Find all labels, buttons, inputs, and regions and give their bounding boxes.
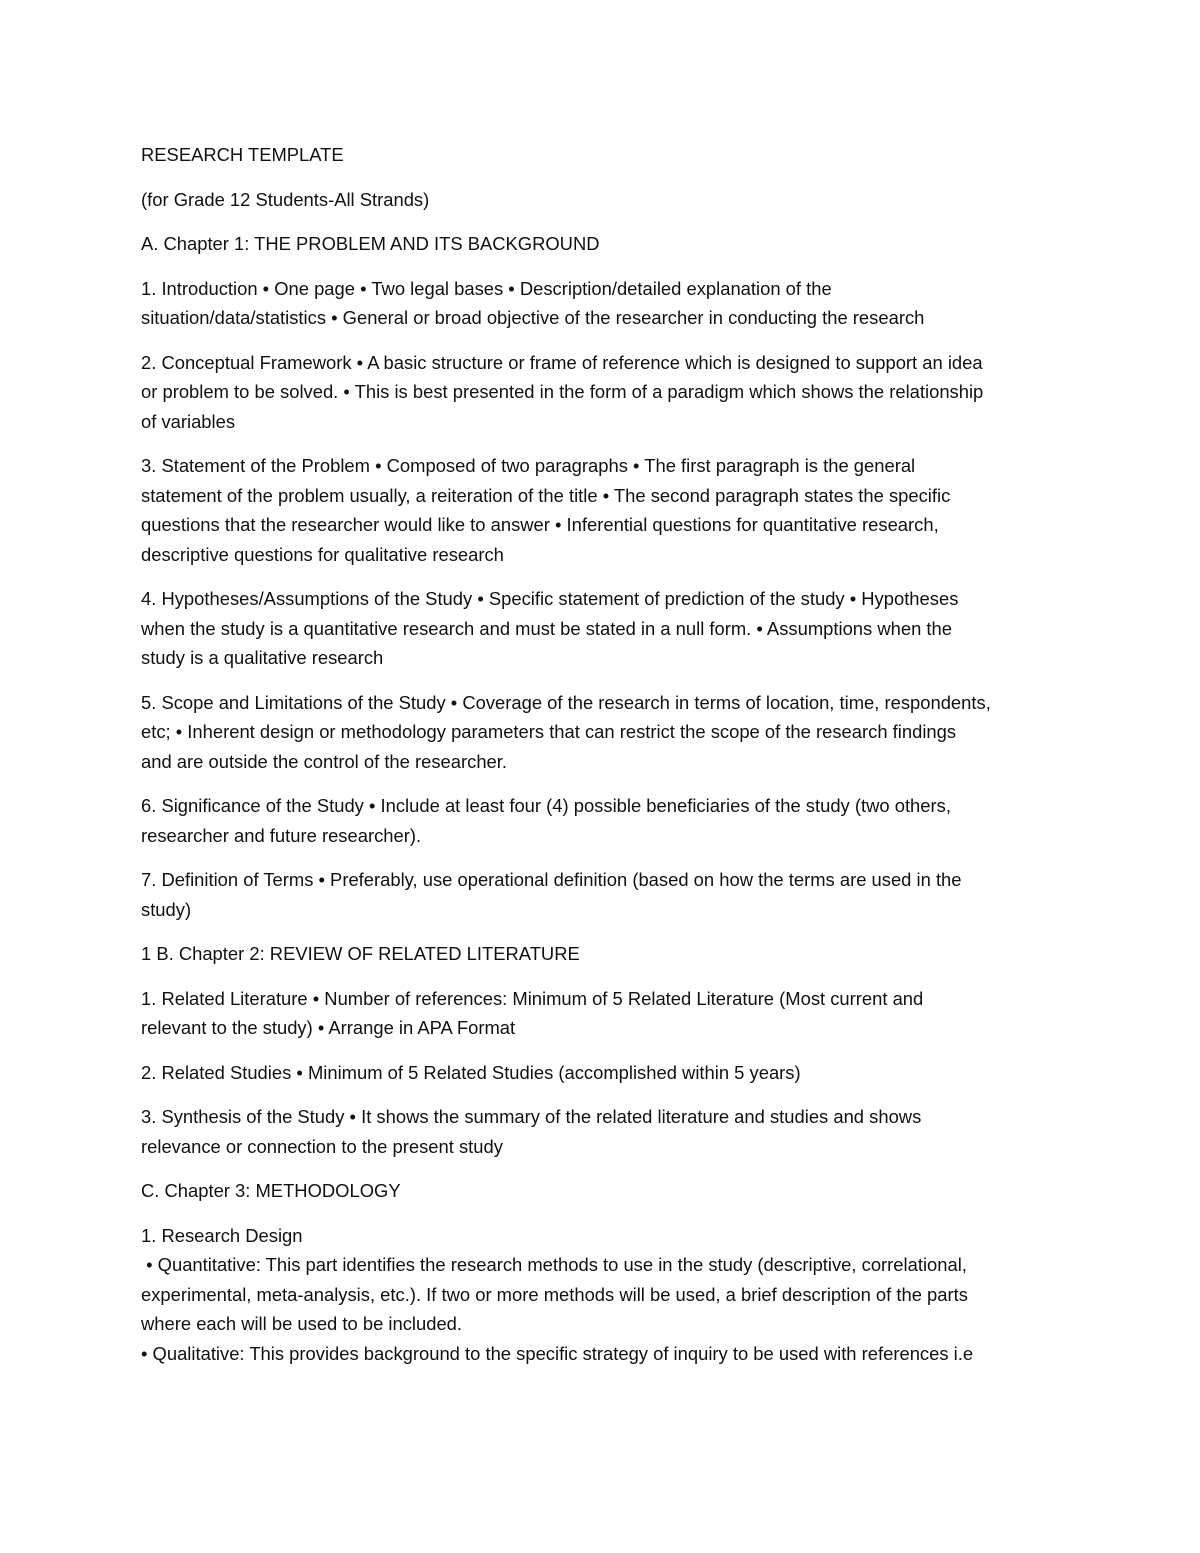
text-line: 3. Statement of the Problem • Composed of two paragraphs • The first paragraph is the general xyxy=(141,455,916,476)
text-line: • Qualitative: This provides background to the specific strategy of inquiry to be used with references i.e xyxy=(141,1342,974,1364)
text-line: 6. Significance of the Study • Include at least four (4) possible beneficiaries of the study (two others, xyxy=(141,795,951,816)
text-line: etc; • Inherent design or methodology parameters that can restrict the scope of the research findings xyxy=(141,721,957,742)
text-line: or problem to be solved. • This is best presented in the form of a paradigm which shows the relationship xyxy=(141,381,984,402)
chapter1-item-significance xyxy=(141,791,1066,850)
text-line: when the study is a quantitative research and must be stated in a null form. • Assumptions when the xyxy=(141,617,952,639)
text-line: 4. Hypotheses/Assumptions of the Study • Specific statement of prediction of the study • Hypotheses xyxy=(141,588,959,609)
text-line: descriptive questions for qualitative research xyxy=(141,543,504,565)
chapter1-item-statement-of-problem xyxy=(141,451,1066,569)
text-line: • Quantitative: This part identifies the research methods to use in the study (descriptive, correlational, xyxy=(141,1254,967,1275)
chapter2-item-synthesis xyxy=(141,1102,1066,1161)
text-line: study is a qualitative research xyxy=(141,647,384,668)
text-line: 1. Introduction • One page • Two legal bases • Description/detailed explanation of the xyxy=(141,277,832,299)
text-line: of variables xyxy=(141,410,236,432)
text-line: relevant to the study) • Arrange in APA Format xyxy=(141,1017,516,1038)
text-line: 5. Scope and Limitations of the Study • Coverage of the research in terms of location, time, respondents, xyxy=(141,691,991,713)
chapter1-heading: A. Chapter 1: THE PROBLEM AND ITS BACKGROUND xyxy=(141,233,600,254)
chapter3-research-design xyxy=(141,1221,1066,1369)
text-line: study) xyxy=(141,898,192,920)
text-line: statement of the problem usually, a reiteration of the title • The second paragraph states the specific xyxy=(141,484,951,506)
text-line: 1. Related Literature • Number of references: Minimum of 5 Related Literature (Most current and xyxy=(141,987,924,1009)
text-line: 2. Conceptual Framework • A basic structure or frame of reference which is designed to support an idea xyxy=(141,351,983,373)
chapter1-item-conceptual-framework xyxy=(141,348,1066,437)
chapter2-item-related-literature xyxy=(141,984,1066,1043)
text-line: 1. Research Design xyxy=(141,1224,303,1246)
chapter2-item-related-studies xyxy=(141,1058,1066,1088)
chapter1-item-scope-limitations xyxy=(141,688,1066,777)
chapter2-heading: 1 B. Chapter 2: REVIEW OF RELATED LITERATURE xyxy=(141,943,580,964)
text-line: relevance or connection to the present study xyxy=(141,1135,503,1157)
text-line: 2. Related Studies • Minimum of 5 Related Studies (accomplished within 5 years) xyxy=(141,1061,801,1083)
document-title: RESEARCH TEMPLATE xyxy=(141,144,344,165)
text-line: questions that the researcher would like to answer • Inferential questions for quantitative research, xyxy=(141,514,939,535)
text-line: 3. Synthesis of the Study • It shows the summary of the related literature and studies and shows xyxy=(141,1106,922,1127)
document-subtitle: (for Grade 12 Students-All Strands) xyxy=(141,188,430,210)
text-line: situation/data/statistics • General or broad objective of the researcher in conducting the research xyxy=(141,307,925,328)
chapter1-item-introduction xyxy=(141,274,1066,333)
chapter1-item-definition-of-terms xyxy=(141,865,1066,924)
text-line: researcher and future researcher). xyxy=(141,824,422,846)
document-page xyxy=(141,140,1066,1368)
text-line: and are outside the control of the researcher. xyxy=(141,750,507,772)
text-line: experimental, meta-analysis, etc.). If two or more methods will be used, a brief description of the parts xyxy=(141,1283,968,1305)
chapter3-heading: C. Chapter 3: METHODOLOGY xyxy=(141,1180,401,1201)
text-line: where each will be used to be included. xyxy=(141,1313,463,1334)
chapter1-item-hypotheses xyxy=(141,584,1066,673)
text-line: 7. Definition of Terms • Preferably, use operational definition (based on how the terms are used in the xyxy=(141,869,962,890)
